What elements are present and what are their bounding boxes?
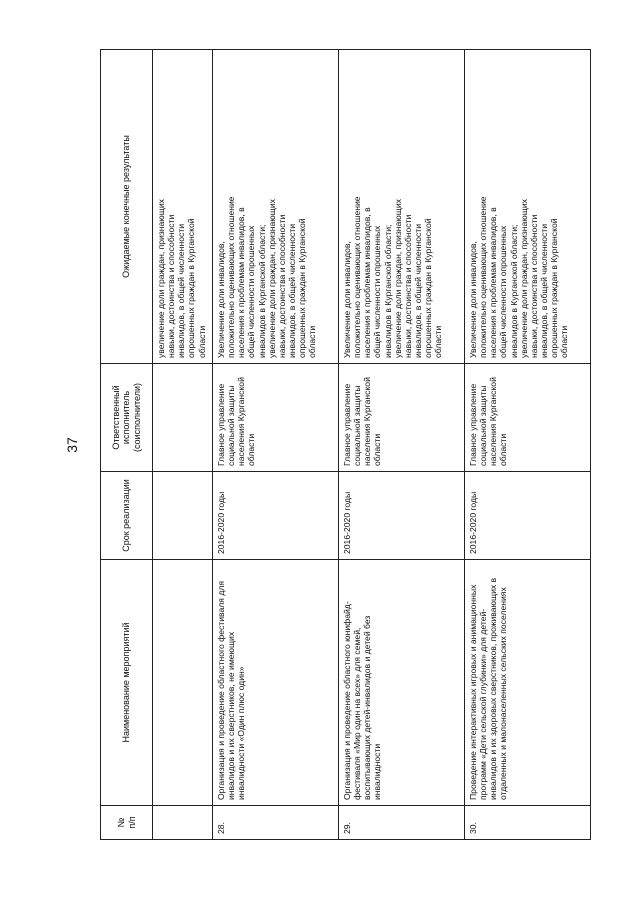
cont-num — [153, 806, 213, 840]
cont-results: увеличение доли граждан, признающих навыки, достоинства и способности инвалидов, в общей численности опрошенных граждан в Курганской области — [153, 50, 213, 364]
table-row — [339, 50, 465, 840]
row-results: Увеличение доли инвалидов, положительно оценивающих отношение населения к проблемам инвалидов, в общей численности опрошенных инвалидов в Курганской области; увеличение доли граждан, признающих навыки, достоинства и способности инвалидов, в общей численности опрошенных граждан в Курганской области — [339, 50, 465, 364]
table-row-continuation — [153, 50, 213, 840]
cont-responsible — [153, 364, 213, 472]
table-row — [465, 50, 591, 840]
row-responsible: Главное управление социальной защиты населения Курганской области — [339, 364, 465, 472]
row-num: 28. — [213, 806, 339, 840]
row-results: Увеличение доли инвалидов, положительно оценивающих отношение населения к проблемам инвалидов, в общей численности опрошенных инвалидов в Курганской области; увеличение доли граждан, признающих навыки, достоинства и способности инвалидов, в общей численности опрошенных граждан в Курганской области — [213, 50, 339, 364]
table-header-row — [101, 50, 153, 840]
row-term: 2016-2020 годы — [213, 472, 339, 560]
row-name: Организация и проведение областного юнифайд- фестиваля «Мир один на всех» для семей, воспитывающих детей-инвалидов и детей без инвалидности — [339, 560, 465, 806]
header-term: Срок реализации — [101, 472, 153, 560]
row-name: Организация и проведение областного фестиваля для инвалидов и их сверстников, не имеющих инвалидности «Один плюс один» — [213, 560, 339, 806]
row-num: 30. — [465, 806, 591, 840]
header-results: Ожидаемые конечные результаты — [101, 50, 153, 364]
row-responsible: Главное управление социальной защиты населения Курганской области — [213, 364, 339, 472]
row-results: Увеличение доли инвалидов, положительно оценивающих отношение населения к проблемам инвалидов, в общей численности опрошенных инвалидов в Курганской области; увеличение доли граждан, признающих навыки, достоинства и способности инвалидов, в общей численности опрошенных граждан в Курганской области — [465, 50, 591, 364]
header-num: № п/п — [101, 806, 153, 840]
row-term: 2016-2020 годы — [339, 472, 465, 560]
header-name: Наименование мероприятий — [101, 560, 153, 806]
measures-table — [100, 49, 591, 840]
page-number: 37 — [64, 437, 80, 453]
rotated-table-wrapper — [100, 50, 590, 840]
table-row — [213, 50, 339, 840]
cont-name — [153, 560, 213, 806]
row-num: 29. — [339, 806, 465, 840]
header-responsible: Ответственный исполнитель (соисполнители) — [101, 364, 153, 472]
row-term: 2016-2020 годы — [465, 472, 591, 560]
cont-term — [153, 472, 213, 560]
row-name: Проведение интерактивных игровых и анимационных программ «Дети сельской глубинки» для детей- инвалидов и их здоровых сверстников, проживающих в отдаленных и малонаселенных сельских поселениях — [465, 560, 591, 806]
row-responsible: Главное управление социальной защиты населения Курганской области — [465, 364, 591, 472]
